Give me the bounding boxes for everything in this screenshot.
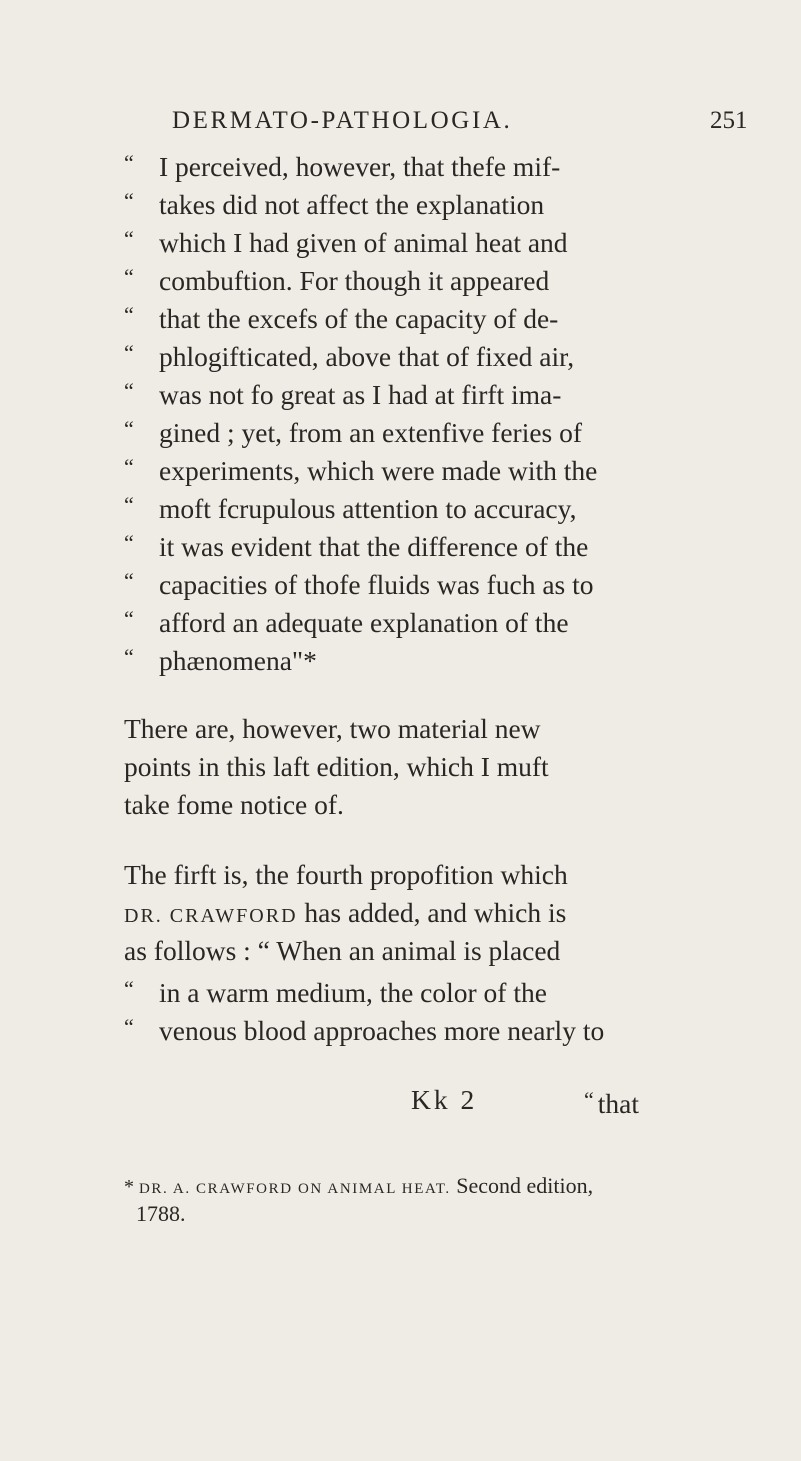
paragraph-line: as follows : “ When an animal is placed	[124, 935, 561, 966]
page-number: 251	[710, 107, 748, 134]
quote-line: “ combuftion. For though it appeared	[124, 264, 550, 296]
paragraph-line: points in this laft edition, which I muft	[124, 751, 549, 782]
catchword: “ that	[584, 1087, 640, 1119]
quote-line: “ was not fo great as I had at firft ima-	[124, 378, 562, 410]
quote-line: “ moft fcrupulous attention to accuracy,	[124, 492, 577, 524]
quote-line: “ venous blood approaches more nearly to	[124, 1014, 605, 1046]
quote-line: “ I perceived, however, that thefe mif-	[124, 150, 561, 182]
page-header	[0, 106, 801, 142]
quote-line: “ gined ; yet, from an extenfive feries of	[124, 416, 583, 448]
quote-line: “ in a warm medium, the color of the	[124, 976, 547, 1008]
paragraph-line: DR. CRAWFORD has added, and which is	[124, 897, 567, 928]
quote-line: “ experiments, which were made with the	[124, 454, 598, 486]
paragraph-line: The firft is, the fourth propofition which	[124, 859, 568, 890]
signature-mark: Kk 2	[411, 1084, 478, 1115]
quote-line: “ which I had given of animal heat and	[124, 226, 568, 258]
footnote	[124, 1172, 593, 1203]
paragraph-line: take fome notice of.	[124, 789, 344, 820]
quote-line: “ takes did not affect the explanation	[124, 188, 545, 220]
footnote-edition: Second edition,	[450, 1173, 594, 1198]
quote-line: “ afford an adequate explanation of the	[124, 606, 569, 638]
paragraph-line: There are, however, two material new	[124, 713, 541, 744]
footnote-year: 1788.	[136, 1201, 186, 1226]
quote-line: “ it was evident that the difference of the	[124, 530, 589, 562]
footnote-marker: *	[124, 1176, 134, 1198]
quote-line: “ capacities of thofe fluids was fuch as to	[124, 568, 594, 600]
running-title: DERMATO-PATHOLOGIA.	[172, 107, 513, 134]
author-name: DR. CRAWFORD	[124, 905, 298, 927]
quote-line: “ phænomena"*	[124, 644, 317, 676]
footnote-citation: DR. A. CRAWFORD ON ANIMAL HEAT.	[139, 1181, 451, 1197]
quote-line: “ that the excefs of the capacity of de-	[124, 302, 559, 334]
quote-line: “ phlogifticated, above that of fixed air,	[124, 340, 575, 372]
